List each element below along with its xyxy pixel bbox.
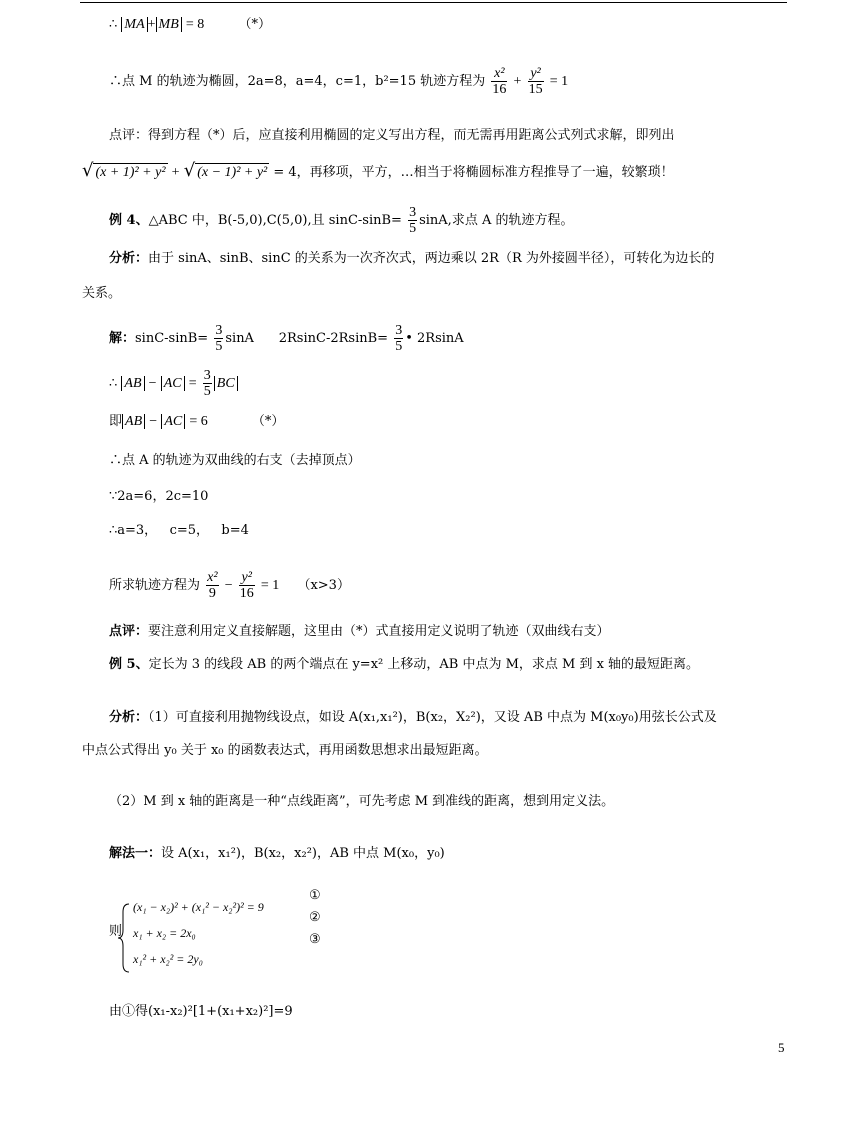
analysis-label: 分析： (109, 251, 149, 266)
circled-3: ③ (309, 932, 321, 947)
fraction: $\frac{3}{5}$ (395, 323, 403, 354)
then-label: 则 (109, 924, 123, 939)
example-label: 例 5、 (109, 657, 149, 672)
fraction: $\frac{3}{5}$ (215, 323, 223, 354)
text-line: 例 5、定长为 3 的线段 AB 的两个端点在 y=x² 上移动，AB 中点为 M，求点 M 到 x 轴的最短距离。 (109, 657, 700, 672)
system-equation-1: (x₁ − x₂)² + (x₁² − x₂²)² = 9 (133, 900, 264, 914)
equation-line: √ (x + 1)² + y² + √ (x − 1)² + y² = 4，再移项，平方，…相当于将椭圆标准方程推导了一遍，较繁琐！ (82, 160, 674, 181)
fraction: $\frac{\text{y²}}{16}$ (239, 570, 254, 601)
equation-line: ∴ AB − AC = $\frac{3}{5}$ BC (109, 368, 238, 399)
circled-2: ② (309, 910, 321, 925)
comment-label: 点评： (109, 624, 149, 639)
solution-label: 解： (109, 331, 136, 346)
fraction: $\frac{\text{x²}}{16}$ (492, 66, 507, 97)
example-label: 例 4、 (109, 213, 149, 228)
fraction: $\frac{\text{x²}}{9}$ (207, 570, 218, 601)
text-line: 分析：由于 sinA、sinB、sinC 的关系为一次齐次式，两边乘以 2R（R 为外接圆半径），可转化为边长的 (109, 251, 715, 266)
line-text: = 4，再移项，平方，…相当于将椭圆标准方程推导了一遍，较繁琐！ (273, 165, 674, 180)
abs-mb: MB (156, 17, 182, 32)
therefore-symbol: ∴ (109, 17, 118, 32)
circled-1: ① (309, 888, 321, 903)
sqrt-expression: (x − 1)² + y² (197, 165, 268, 180)
text-line (109, 127, 675, 145)
text-line: 解法一：设 A(x₁，x₁²)，B(x₂，x₂²)，AB 中点 M(x₀，y₀) (109, 846, 445, 861)
sqrt-expression: (x + 1)² + y² (95, 165, 166, 180)
text-line: 点评：要注意利用定义直接解题，这里由（*）式直接用定义说明了轨迹（双曲线右支） (109, 624, 610, 639)
system-equation-2: x₁ + x₂ = 2x₀ (133, 926, 196, 940)
text-line: （2）M 到 x 轴的距离是一种“点线距离”，可先考虑 M 到准线的距离，想到用定义法。 (109, 794, 615, 809)
text-line: 例 4、△ABC 中，B(-5,0),C(5,0),且 sinC-sinB= $\frac{3}{5}$ sinA,求点 A 的轨迹方程。 (109, 205, 574, 236)
equation-tag: （*） (251, 414, 285, 429)
text-line: ∴a=3， c=5， b=4 (109, 523, 249, 538)
equals-value: = 8 (185, 17, 205, 32)
text-line: 关系。 (82, 286, 122, 301)
abs-ma: MA (121, 17, 147, 32)
equation-tag: （*） (238, 17, 271, 32)
header-rule (80, 2, 787, 3)
equation-line: 即 AB − AC = 6 （*） (109, 414, 285, 429)
fraction: $\frac{3}{5}$ (203, 368, 211, 399)
equation-line: 所求轨迹方程为 $\frac{\text{x²}}{9}$ − $\frac{\text{y²}}{16}$ = 1 （x>3） (109, 570, 350, 601)
text-line: ∴点 A 的轨迹为双曲线的右支（去掉顶点） (109, 453, 361, 468)
solution-label: 解法一： (109, 846, 162, 861)
equation-line: ∴ MA + MB = 8 （*） (109, 17, 271, 32)
text-line: 分析：（1）可直接利用抛物线设点，如设 A(x₁,x₁²)，B(x₂，X₂²)，又设 AB 中点为 M(x₀y₀)用弦长公式及 (109, 710, 717, 725)
text-line: ∴点 M 的轨迹为椭圆，2a=8，a=4，c=1，b²=15 轨迹方程为 $\frac{\text{x²}}{16}$ + $\frac{\text{y²}}{15}$ = 1 (109, 66, 569, 97)
page-number: 5 (778, 1040, 785, 1055)
fraction: $\frac{\text{y²}}{15}$ (528, 66, 543, 97)
line-text: ∴点 M 的轨迹为椭圆，2a=8，a=4，c=1，b²=15 轨迹方程为 (109, 74, 486, 89)
analysis-label: 分析： (109, 710, 149, 725)
line-text: 点评：得到方程（*）后，应直接利用椭圆的定义写出方程，而无需再用距离公式列式求解，即列出 (109, 128, 675, 143)
text-line: 中点公式得出 y₀ 关于 x₀ 的函数表达式，再用函数思想求出最短距离。 (82, 743, 488, 758)
equation-line: 解：sinC-sinB= $\frac{3}{5}$ sinA 2RsinC-2RsinB= $\frac{3}{5}$ • 2RsinA (109, 323, 464, 354)
fraction: $\frac{3}{5}$ (409, 205, 417, 236)
text-line: 由①得(x₁-x₂)²[1+(x₁+x₂)²]=9 (109, 1004, 293, 1019)
system-equation-3: x₁² + x₂² = 2y₀ (133, 952, 203, 966)
text-line: ∵2a=6，2c=10 (109, 489, 209, 504)
